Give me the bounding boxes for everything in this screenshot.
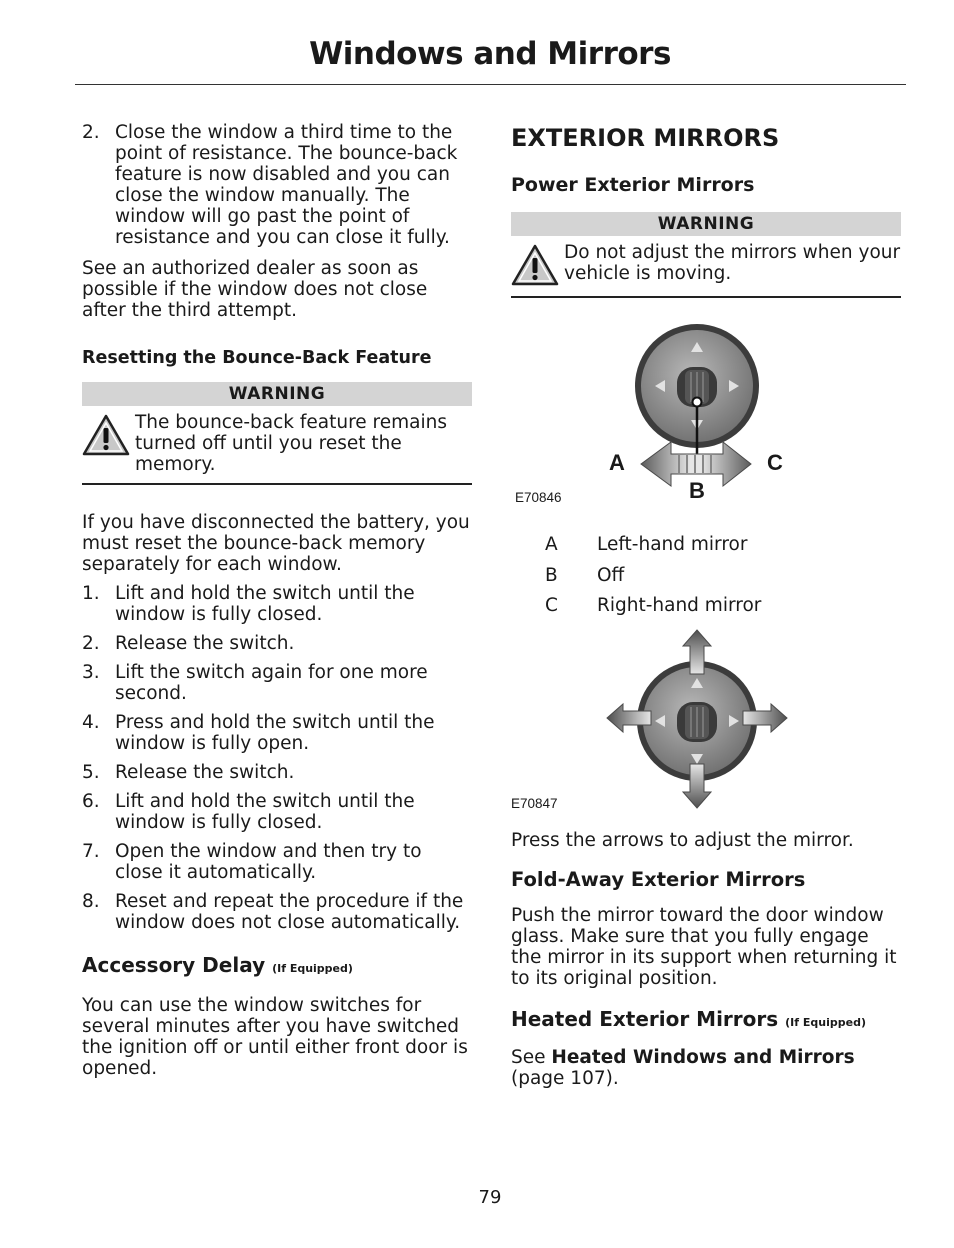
- mirror-adjust-illustration: [511, 626, 901, 810]
- battery-paragraph: If you have disconnected the battery, you must reset the bounce-back memory separately for each window.: [82, 511, 470, 575]
- mirror-control-illustration: [511, 324, 901, 524]
- page-title: Windows and Mirrors: [309, 36, 671, 72]
- figure-legend: [511, 534, 901, 626]
- if-equipped-tag: (If Equipped): [272, 961, 353, 975]
- accessory-delay-heading: Accessory Delay (If Equipped): [82, 952, 353, 977]
- press-arrows-paragraph: Press the arrows to adjust the mirror.: [511, 829, 854, 851]
- figure-label-b: B: [689, 477, 705, 503]
- right-column: [511, 122, 901, 1089]
- warning-triangle-icon: [511, 244, 559, 291]
- left-column: [82, 122, 472, 1079]
- legend-row: A Left-hand mirror: [545, 533, 748, 555]
- list-item: 8. Reset and repeat the procedure if the window does not close automatically.: [82, 890, 464, 933]
- heated-mirrors-heading: Heated Exterior Mirrors (If Equipped): [511, 1006, 866, 1031]
- see-reference-paragraph: See Heated Windows and Mirrors (page 107).: [511, 1046, 855, 1089]
- figure-label-c: C: [767, 449, 783, 475]
- page-number: 79: [478, 1187, 502, 1208]
- accessory-paragraph: You can use the window switches for several minutes after you have switched the ignition off or until either front door is opened.: [82, 994, 468, 1079]
- mirror-adjust-figure: [511, 626, 901, 816]
- list-item: 7. Open the window and then try to close it automatically.: [82, 840, 422, 883]
- fold-away-paragraph: Push the mirror toward the door window glass. Make sure that you fully engage the mirror in its support when returning it to its original position.: [511, 904, 897, 989]
- list-item: 6. Lift and hold the switch until the window is fully closed.: [82, 790, 415, 833]
- reset-heading: Resetting the Bounce-Back Feature: [82, 348, 432, 368]
- warning-triangle-icon: [82, 414, 130, 461]
- warning-box: [82, 382, 472, 485]
- mirror-selector-figure: [511, 324, 901, 534]
- warning-text: Do not adjust the mirrors when your vehicle is moving.: [564, 242, 901, 284]
- cross-reference-link[interactable]: Heated Windows and Mirrors: [551, 1046, 855, 1068]
- warning-box: [511, 212, 901, 298]
- list-item: 2. Close the window a third time to the point of resistance. The bounce-back feature is now disabled and you can close the window manually. The window will go past the point of resistance and you can close it fully.: [82, 122, 458, 248]
- list-item: 4. Press and hold the switch until the window is fully open.: [82, 711, 435, 754]
- legend-row: C Right-hand mirror: [545, 594, 762, 616]
- figure-label-a: A: [609, 449, 625, 475]
- list-item: 2. Release the switch.: [82, 632, 295, 654]
- warning-divider: [82, 483, 472, 485]
- warning-label: WARNING: [82, 382, 472, 406]
- list-item: 5. Release the switch.: [82, 761, 295, 783]
- dealer-paragraph: See an authorized dealer as soon as possible if the window does not close after the third attempt.: [82, 258, 428, 321]
- warning-divider: [511, 296, 901, 298]
- step-list-continued: [82, 122, 472, 248]
- legend-row: B Off: [545, 564, 625, 586]
- if-equipped-tag: (If Equipped): [785, 1015, 866, 1029]
- reset-steps-list: [82, 583, 472, 933]
- figure-id: E70847: [511, 795, 558, 811]
- warning-text: The bounce-back feature remains turned off until you reset the memory.: [135, 412, 447, 475]
- power-mirrors-heading: Power Exterior Mirrors: [511, 174, 755, 196]
- warning-label: WARNING: [511, 212, 901, 236]
- figure-id: E70846: [515, 489, 562, 505]
- section-title: EXTERIOR MIRRORS: [511, 124, 780, 152]
- list-item: 1. Lift and hold the switch until the window is fully closed.: [82, 582, 415, 625]
- list-item: 3. Lift the switch again for one more second.: [82, 661, 428, 704]
- fold-away-heading: Fold-Away Exterior Mirrors: [511, 867, 806, 891]
- header-divider: [75, 84, 906, 85]
